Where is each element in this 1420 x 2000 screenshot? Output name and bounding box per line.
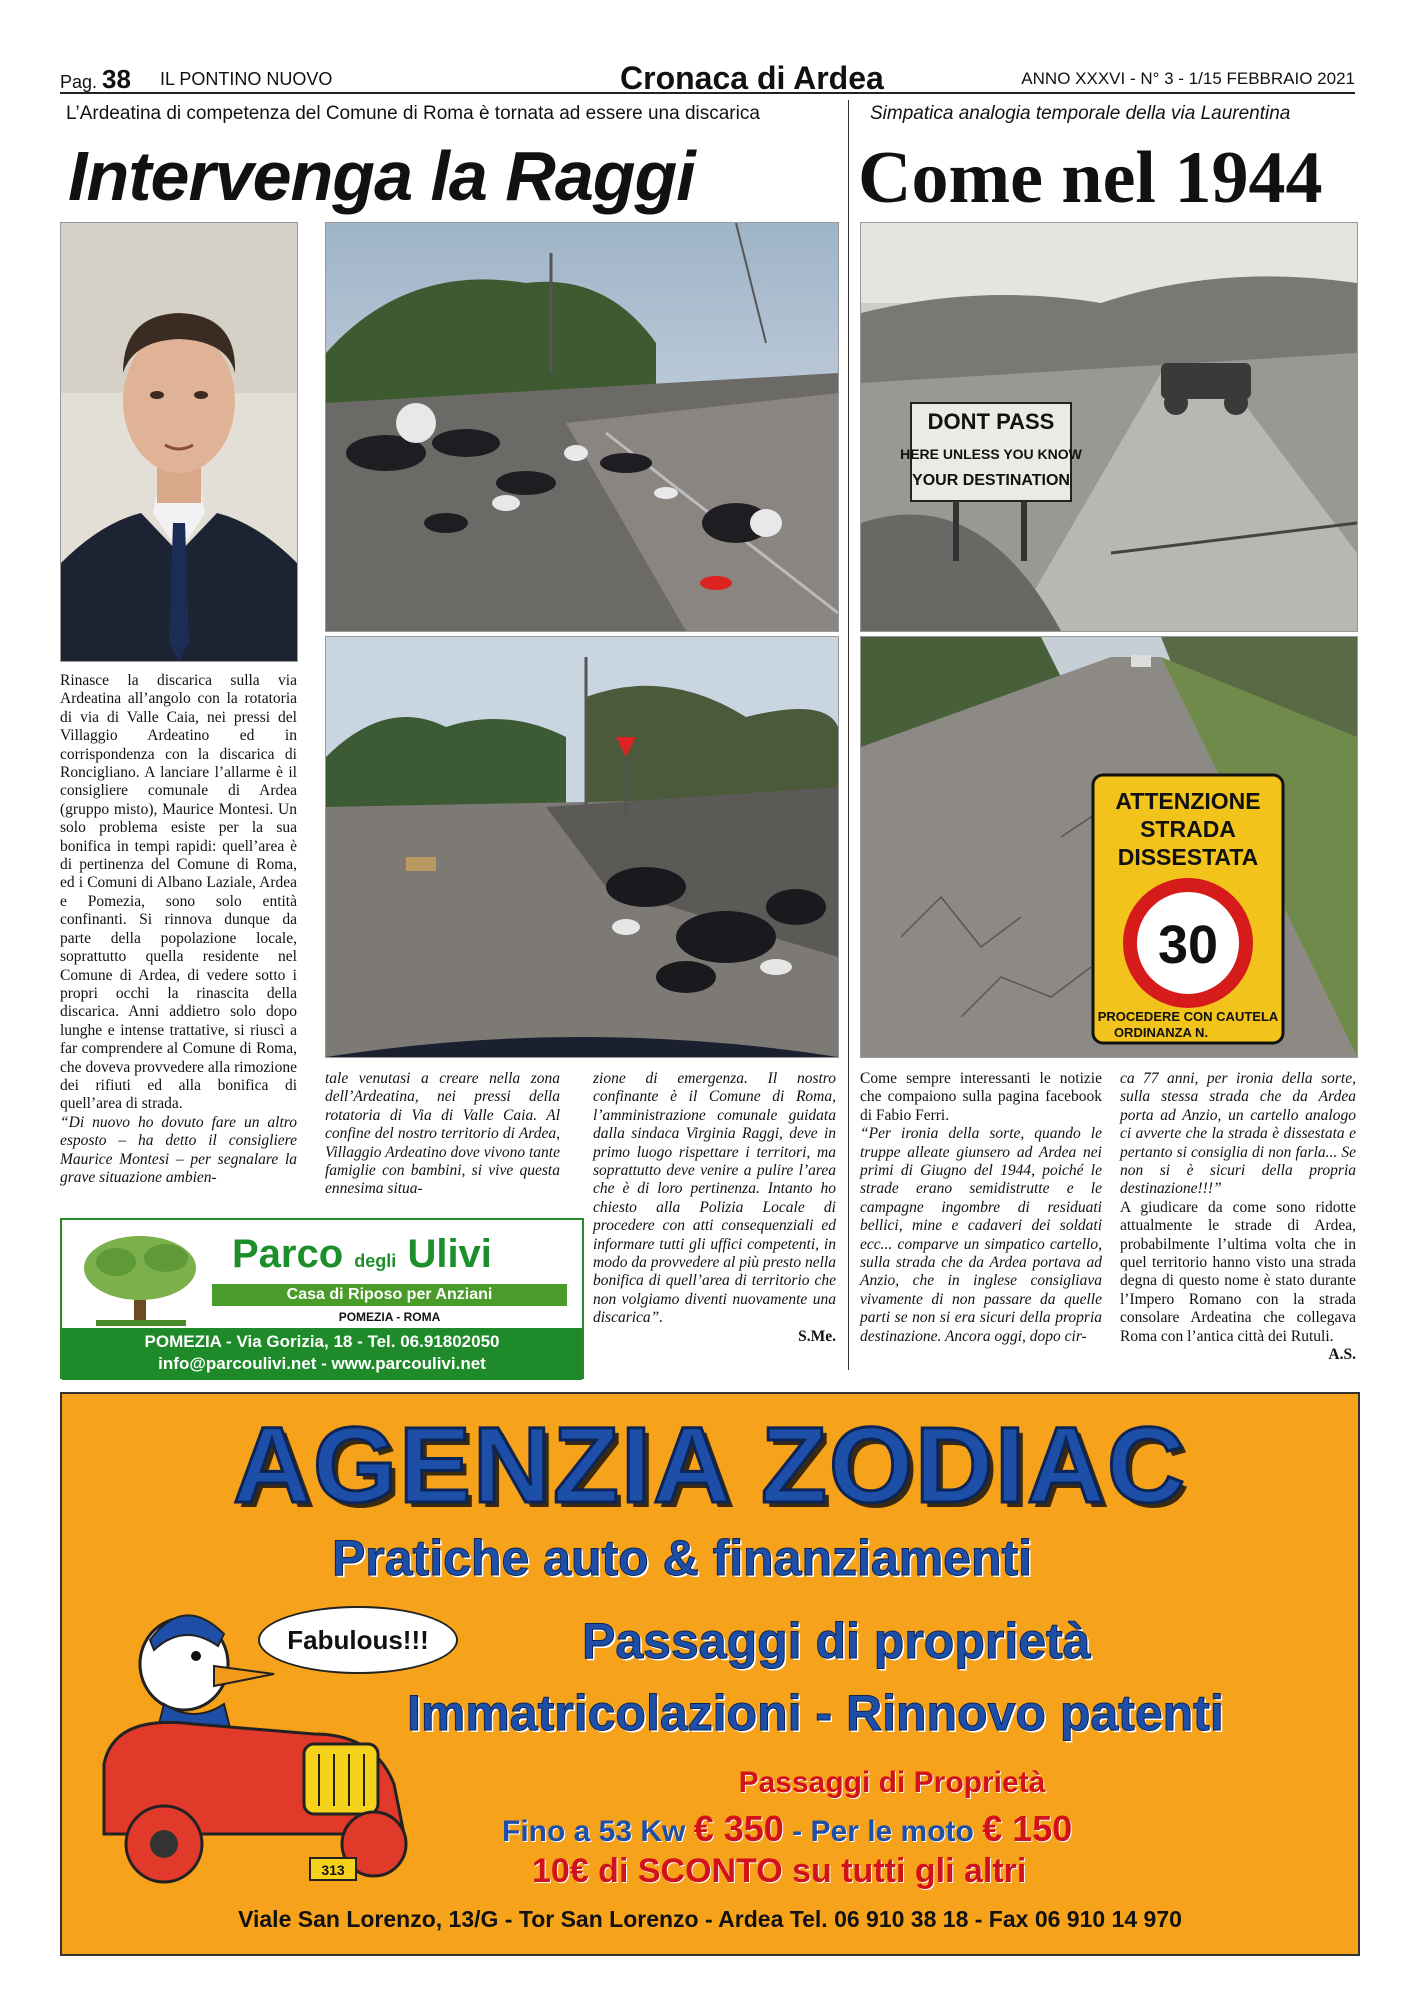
- portrait-photo: [60, 222, 298, 662]
- right-article-intro: Come sempre interessanti le notizie che compaiono sulla pagina facebook di Fabio Ferri.: [860, 1070, 1102, 1124]
- price-moto-label: Per le moto: [810, 1815, 974, 1848]
- paper-name: IL PONTINO NUOVO: [160, 69, 333, 89]
- right-article-body: A giudicare da come sono ridotte attualmente le strade di Ardea, probabilmente l’ultima volta che in quel territorio hanno visto una strada degna di questo nome è stato durante l’Impero Romano con la strada consolare Ardeatina che collegava Roma con l’antica città dei Rutuli.: [1120, 1198, 1356, 1345]
- parco-location: POMEZIA - ROMA: [338, 1310, 441, 1324]
- price-cars-label: Fino a 53 Kw: [502, 1815, 686, 1848]
- left-article-quote: “Di nuovo ho dovuto fare un altro esposto – ha detto il consigliere Maurice Montesi – per segnalare la grave situazione ambien-: [60, 1113, 297, 1186]
- right-kicker: Simpatica analogia temporale della via Laurentina: [870, 103, 1291, 124]
- left-article-body: Rinasce la discarica sulla via Ardeatina all’angolo con la rotatoria di via di Valle Caia, nei pressi del Villaggio Ardeatino ed in corrispondenza con la discarica di Roncigliano. A lanciare l’allarme è il consigliere comunale di Ardea (gruppo misto), Maurice Montesi. Un solo problema esiste per la sua bonifica in tempi rapidi: quell’area è di pertinenza del Comune di Roma, ed i Comuni di Albano Laziale, Ardea e Pomezia, sono solo entità confinanti. Si rinnova dunque da parte della popolazione locale, soprattutto quella residente nel Comune di Ardea, di vedere sotto i propri occhi la rinascita della discarica. Anni addietro solo dopo lunghe e intense trattative, si riuscì a far comprendere al Comune di Roma, che doveva provvedere alla rimozione dei rifiuti ed alla bonifica di quell’area di strada.: [60, 672, 297, 1113]
- sign-modern-line5: PROCEDERE CON CAUTELA: [1097, 1009, 1279, 1024]
- left-article-col1: [60, 672, 297, 1200]
- right-article-col1: [860, 1070, 1102, 1375]
- sign-1944-line1: DONT PASS: [927, 409, 1055, 434]
- sign-1944-line3: YOUR DESTINATION: [912, 472, 1070, 489]
- parco-address: POMEZIA - Via Gorizia, 18 - Tel. 06.91802050: [144, 1332, 500, 1351]
- parco-contact: [62, 1328, 582, 1380]
- sign-modern-line3: DISSESTATA: [1117, 844, 1259, 870]
- left-kicker: L’Ardeatina di competenza del Comune di Roma è tornata ad essere una discarica: [66, 103, 760, 124]
- garbage-road-photo-1: [325, 222, 839, 632]
- speed-limit-number: 30: [1157, 915, 1219, 975]
- parco-title: Parco degli Ulivi: [232, 1232, 492, 1276]
- sign-modern-line2: STRADA: [1140, 816, 1236, 842]
- price-cars-value: € 350: [693, 1808, 784, 1849]
- section-title: Cronaca di Ardea: [620, 60, 884, 96]
- page-number: Pag. 38: [60, 64, 131, 94]
- parco-subtitle: Casa di Riposo per Anziani: [212, 1284, 567, 1306]
- price-separator: -: [792, 1815, 803, 1848]
- right-headline: Come nel 1944: [858, 137, 1323, 219]
- left-article-signature: S.Me.: [798, 1327, 836, 1345]
- left-article-col3-text: zione di emergenza. Il nostro confinante è il Comune di Roma, l’amministrazione comunale guidata dalla sindaca Virginia Raggi, deve in primo luogo rispettare i territori, ma soprattutto deve venire a pulire l’area che è di loro pertinenza. Intanto ho chiesto alla Polizia Locale di procedere con atti consequenziali ed informare tutti gli uffici competenti, in modo da provvedere al più presto nella bonifica di quell’area di territorio che non volgiamo diventi nuovamente una discarica”.: [593, 1070, 836, 1327]
- speech-bubble: Fabulous!!!: [258, 1606, 458, 1674]
- right-article-col2: [1120, 1070, 1356, 1375]
- zodiac-line2: Immatricolazioni - Rinnovo patenti: [407, 1685, 1224, 1741]
- right-article-quote: “Per ironia della sorte, quando le truppe alleate giunsero ad Ardea nei primi di Giugno del 1944, poiché le strade erano semidistrutte e le campagne ingombre di residuati bellici, mine e cadaveri dei soldati ecc... comparve un simpatico cartello, sulla strada che da Ardea portava ad Anzio, che in inglese consigliava vivamente di non passare da quelle parti se non si era sicuri della propria destinazione. Ancora oggi, dopo cir-: [860, 1125, 1102, 1345]
- page-header: [60, 62, 1355, 94]
- parco-web[interactable]: info@parcoulivi.net - www.parcoulivi.net: [158, 1354, 486, 1373]
- left-headline: Intervenga la Raggi: [68, 137, 695, 215]
- olive-tree-icon: [76, 1228, 206, 1328]
- zodiac-line3: Passaggi di Proprietà: [738, 1766, 1046, 1799]
- right-article-quote-cont: ca 77 anni, per ironia della sorte, sulla stessa strada che da Ardea porta ad Anzio, un cartello analogo ci avverte che la strada è dissestata e pertanto si consiglia di non farla... Se non si è sicuri della propria destinazione!!!”: [1120, 1070, 1356, 1198]
- parco-ulivi-ad[interactable]: [60, 1218, 584, 1379]
- garbage-road-photo-2: [325, 636, 839, 1058]
- zodiac-prices: [502, 1808, 1072, 1850]
- attenzione-sign: [1093, 775, 1283, 1043]
- agenzia-zodiac-ad[interactable]: [60, 1392, 1360, 1956]
- car-plate-number: 313: [321, 1862, 345, 1878]
- sign-modern-line1: ATTENZIONE: [1115, 788, 1261, 814]
- zodiac-line1: Passaggi di proprietà: [582, 1613, 1091, 1669]
- zodiac-subtitle: Pratiche auto & finanziamenti: [331, 1530, 1033, 1586]
- zodiac-title: AGENZIA ZODIAC: [233, 1404, 1187, 1525]
- issue-info: ANNO XXXVI - N° 3 - 1/15 FEBBRAIO 2021: [1021, 69, 1355, 88]
- sign-modern-line6: ORDINANZA N.: [1113, 1025, 1209, 1040]
- left-article-col3: [593, 1070, 836, 1375]
- column-divider: [848, 100, 849, 1370]
- left-article-col2: tale venutasi a creare nella zona dell’Ardeatina, nei pressi della rotatoria di Via di Valle Caia. Al confine del nostro territorio di Ardea, Villaggio Ardeatino dove vivono tante famiglie con bambini, si vive questa ennesima situa-: [325, 1070, 560, 1198]
- modern-road-photo: [860, 636, 1358, 1058]
- zodiac-discount: 10€ di SCONTO su tutti gli altri: [532, 1852, 1027, 1890]
- sign-1944-line2: HERE UNLESS YOU KNOW: [900, 446, 1082, 462]
- historic-1944-photo: [860, 222, 1358, 632]
- right-article-signature: A.S.: [1328, 1346, 1356, 1364]
- price-moto-value: € 150: [982, 1808, 1073, 1849]
- zodiac-address: Viale San Lorenzo, 13/G - Tor San Lorenzo - Ardea Tel. 06 910 38 18 - Fax 06 910 14 970: [238, 1906, 1182, 1932]
